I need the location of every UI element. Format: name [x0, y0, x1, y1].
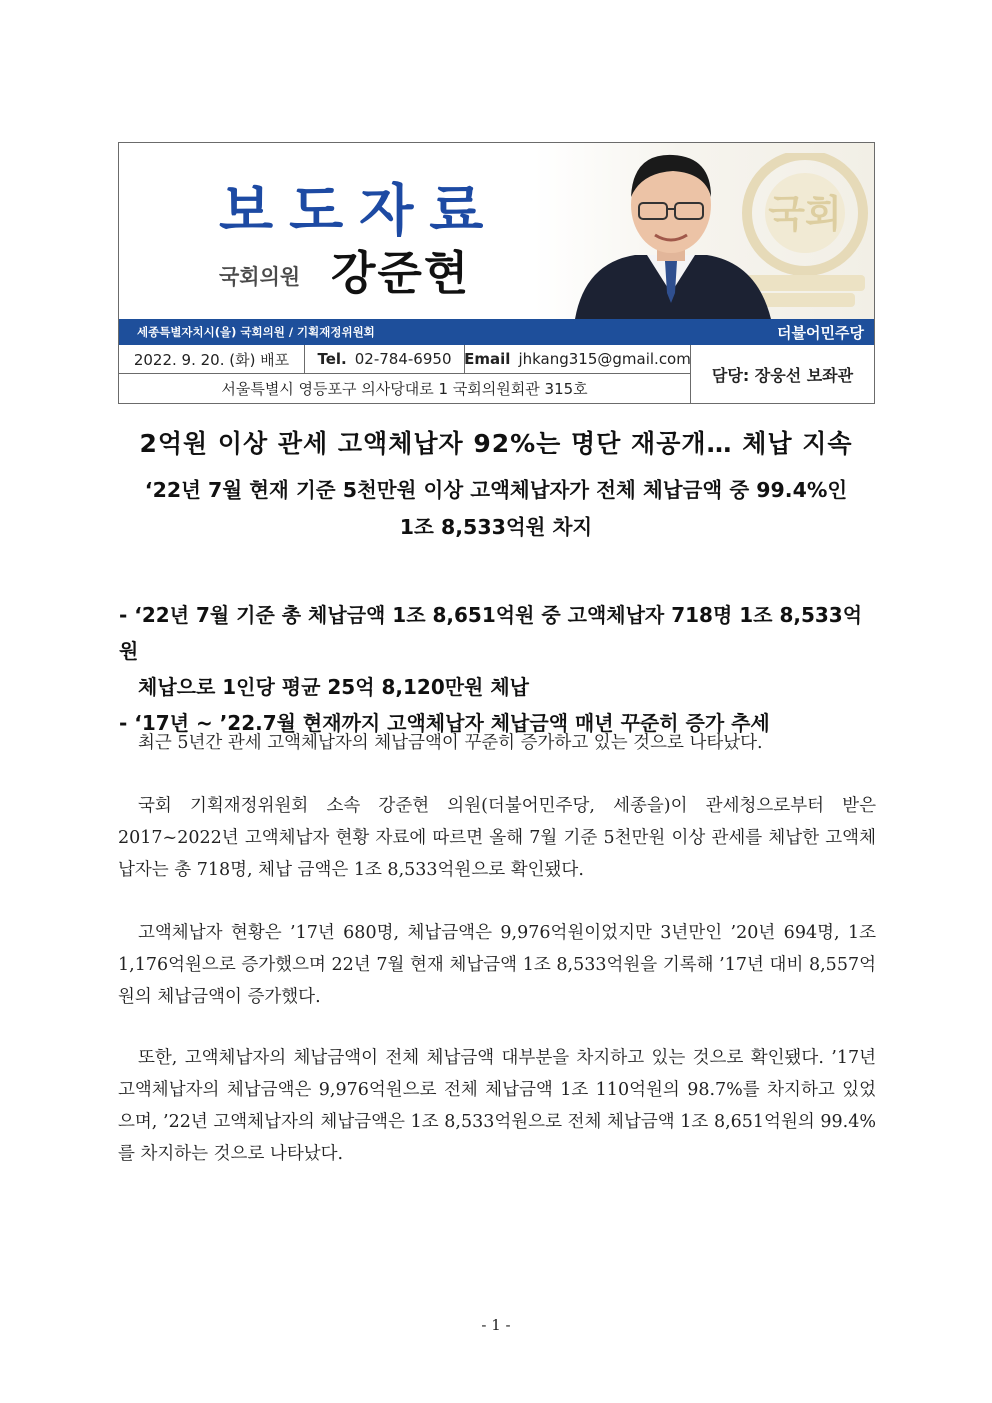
body-paragraph-1: 최근 5년간 관세 고액체납자의 체납금액이 꾸준히 증가하고 있는 것으로 나타났다.	[138, 733, 763, 753]
tel-label: Tel.	[317, 350, 347, 368]
district-label: 세종특별자치시(을) 국회의원 / 기획재정위원회	[137, 325, 375, 339]
summary-bullets	[119, 597, 879, 741]
member-label: 국회의원	[219, 265, 301, 289]
tel-value: 02-784-6950	[354, 350, 452, 368]
address-text: 서울특별시 영등포구 의사당대로 1 국회의원회관 315호	[221, 380, 588, 398]
release-date-text: 2022. 9. 20. (화) 배포	[133, 350, 290, 369]
bullet-line-continued: 체납으로 1인당 평균 25억 8,120만원 체납	[138, 675, 529, 699]
sub-headline-line2: 1조 8,533억원 차지	[399, 515, 593, 539]
contact-text: 담당: 장웅선 보좌관	[711, 365, 854, 385]
info-grid	[119, 345, 874, 403]
body-paragraph-2: 국회 기획재정위원회 소속 강준현 의원(더불어민주당, 세종을)이 관세청으로부터 받은 2017~2022년 고액체납자 현황 자료에 따르면 올해 7월 기준 5천만원 이상 관세를 체납한 고액체납자는 총 718명, 체납 금액은 1조 8,533억원으로 확인됐다.	[118, 796, 876, 880]
banner-top	[119, 143, 874, 319]
bullet-line: - ‘22년 7월 기준 총 체납금액 1조 8,651억원 중 고액체납자 718명 1조 8,533억원	[119, 603, 863, 663]
summary-bullet	[119, 597, 879, 705]
email-label: Email	[464, 350, 511, 368]
main-headline: 2억원 이상 관세 고액체납자 92%는 명단 재공개… 체납 지속	[139, 429, 853, 458]
release-date	[119, 345, 305, 374]
contact-person	[691, 345, 874, 403]
bullet-line: - ‘17년 ~ ’22.7월 현재까지 고액체납자 체납금액 매년 꾸준히 증가 추세	[119, 711, 770, 735]
body-paragraph-3: 고액체납자 현황은 ’17년 680명, 체납금액은 9,976억원이었지만 3년만인 ’20년 694명, 1조 1,176억원으로 증가했으며 22년 7월 현재 체납금액 1조 8,533억원을 기록해 ’17년 대비 8,557억원의 체납금액이 증가했다.	[118, 923, 876, 1007]
page-number: - 1 -	[481, 1316, 511, 1334]
press-release-banner	[118, 142, 875, 404]
email	[465, 345, 691, 374]
banner-bar	[119, 319, 874, 345]
portrait-photo	[565, 143, 777, 319]
email-value: jhkang315@gmail.com	[518, 350, 691, 368]
press-release-title: 보도자료	[219, 179, 500, 244]
sub-headline-line1: ‘22년 7월 현재 기준 5천만원 이상 고액체납자가 전체 체납금액 중 99.4%인	[144, 478, 848, 502]
member-name: 강준현	[331, 246, 471, 300]
body-paragraph-4: 또한, 고액체납자의 체납금액이 전체 체납금액 대부분을 차지하고 있는 것으로 확인됐다. ’17년 고액체납자의 체납금액은 9,976억원으로 전체 체납금액 1조 110억원의 98.7%를 차지하고 있었으며, ’22년 고액체납자의 체납금액은 1조 8,533억원으로 전체 체납금액 1조 8,651억원의 99.4%를 차지하는 것으로 나타났다.	[118, 1048, 876, 1164]
party-label: 더불어민주당	[777, 324, 864, 342]
telephone	[305, 345, 465, 374]
address	[119, 374, 691, 403]
seal-text: 국회	[768, 192, 842, 236]
